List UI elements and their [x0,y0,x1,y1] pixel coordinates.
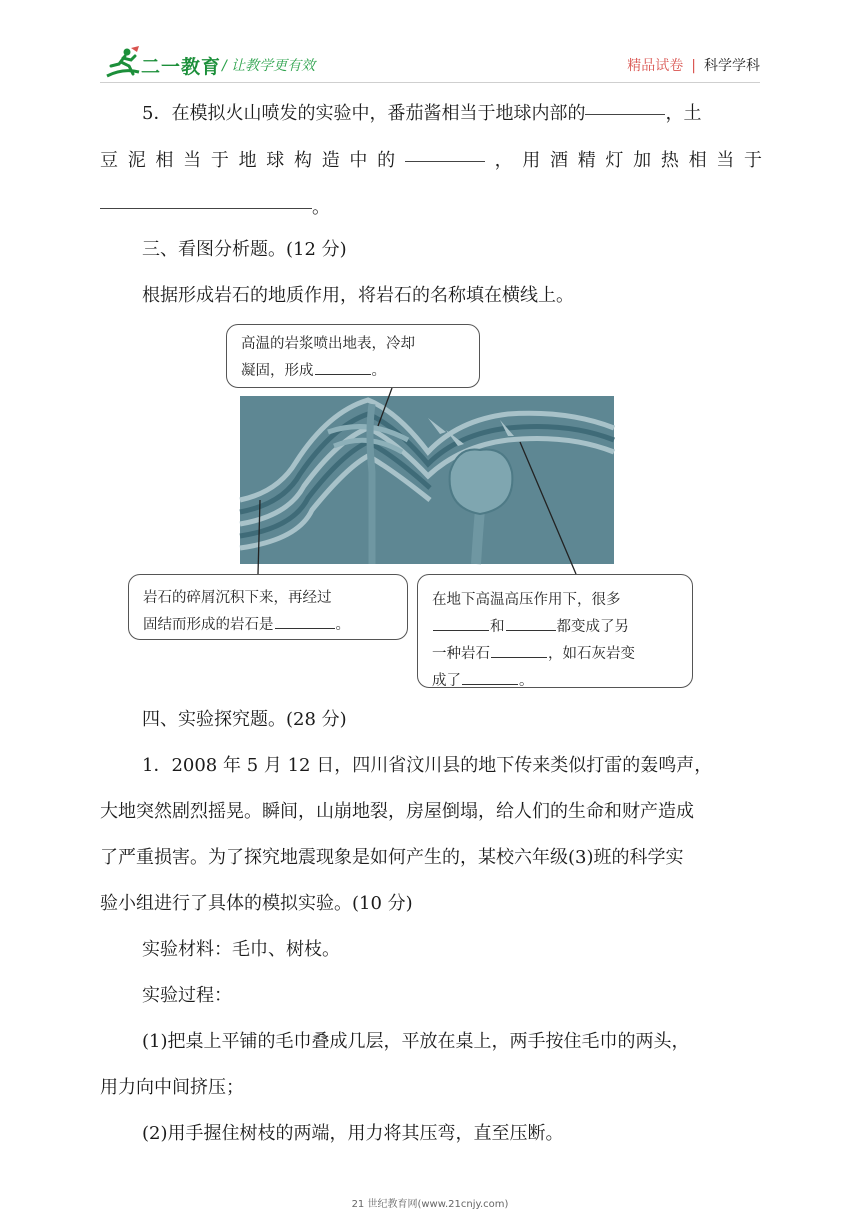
step1-line2: 用力向中间挤压； [100,1077,244,1098]
bubble-metamorphic-line2 [432,614,678,641]
bubble-metamorphic-text-e: ，如石灰岩变 [548,646,635,662]
metamorphic-blank-4[interactable] [462,683,518,685]
bubble-igneous-line1: 高温的岩浆喷出地表，冷却 [241,336,415,352]
bubble-metamorphic-text-f: 成了 [432,673,461,689]
header-label-premium: 精品试卷 [627,58,684,74]
bubble-metamorphic-text-d: 一种岩石 [432,646,490,662]
experiment-process-title: 实验过程： [142,985,232,1006]
bubble-metamorphic-and: 和 [490,619,505,635]
section3-instruction: 根据形成岩石的地质作用，将岩石的名称填在横线上。 [142,285,574,306]
q5-text-c: 豆泥相当于地球构造中的 [100,150,405,171]
q5-text-end: 。 [312,197,330,218]
bubble-metamorphic-text-c: 都变成了另 [556,619,629,635]
brand-slogan: / 让教学更有效 [222,58,316,74]
q5-line3 [100,184,762,231]
metamorphic-blank-1[interactable] [433,629,489,631]
bubble-sedimentary-line2 [143,612,393,639]
step2: (2)用手握住树枝的两端，用力将其压弯，直至压断。 [142,1123,564,1144]
q5-line2 [100,137,762,184]
q1-line4: 验小组进行了具体的模拟实验。(10 分) [100,893,413,914]
q5-text-a: 5．在模拟火山喷发的实验中，番茄酱相当于地球内部的 [142,103,586,124]
header-label-subject: 科学学科 [704,58,760,74]
header-divider [100,82,760,83]
page-footer: 21 世纪教育网(www.21cnjy.com) [351,1199,509,1210]
bubble-sedimentary-text: 固结而形成的岩石是 [143,617,274,633]
header-separator: | [691,58,696,74]
q5-text-b: ，土 [665,103,702,124]
q5-blank-2[interactable] [405,160,485,162]
bubble-metamorphic-line4 [432,668,678,695]
q1-line3: 了严重损害。为了探究地震现象是如何产生的，某校六年级(3)班的科学实 [100,847,684,868]
section3-title: 三、看图分析题。(12 分) [142,239,347,260]
page-header [0,0,860,90]
q5-blank-1[interactable] [585,113,665,115]
bubble-metamorphic-line1: 在地下高温高压作用下，很多 [432,592,621,608]
experiment-materials: 实验材料：毛巾、树枝。 [142,939,340,960]
bubble-sedimentary-end: 。 [335,617,350,633]
bubble-igneous-text: 凝固，形成 [241,363,314,379]
bubble-sedimentary-line1: 岩石的碎屑沉积下来，再经过 [143,590,332,606]
bubble-metamorphic-end: 。 [519,673,534,689]
q1-line1: 1．2008 年 5 月 12 日，四川省汶川县的地下传来类似打雷的轰鸣声， [142,755,713,776]
q5-blank-3[interactable] [100,207,312,209]
section4-title: 四、实验探究题。(28 分) [142,709,347,730]
bubble-igneous [226,324,480,388]
metamorphic-blank-2[interactable] [506,629,556,631]
brand-name: 二一教育 [141,56,222,78]
bubble-metamorphic [417,574,693,688]
sedimentary-blank[interactable] [275,627,335,629]
bubble-igneous-line2 [241,358,465,385]
bubble-sedimentary [128,574,408,640]
igneous-blank[interactable] [315,373,371,375]
bubble-igneous-end: 。 [371,363,386,379]
metamorphic-blank-3[interactable] [491,656,547,658]
q5-line1 [100,90,762,137]
step1-line1: (1)把桌上平铺的毛巾叠成几层，平放在桌上，两手按住毛巾的两头， [142,1031,690,1052]
q1-line2: 大地突然剧烈摇晃。瞬间，山崩地裂，房屋倒塌，给人们的生命和财产造成 [100,801,694,822]
q5-text-d: ，用酒精灯加热相当于 [484,150,763,171]
bubble-metamorphic-line3 [432,641,678,668]
header-subject [627,55,760,75]
rock-formation-figure [128,322,696,692]
